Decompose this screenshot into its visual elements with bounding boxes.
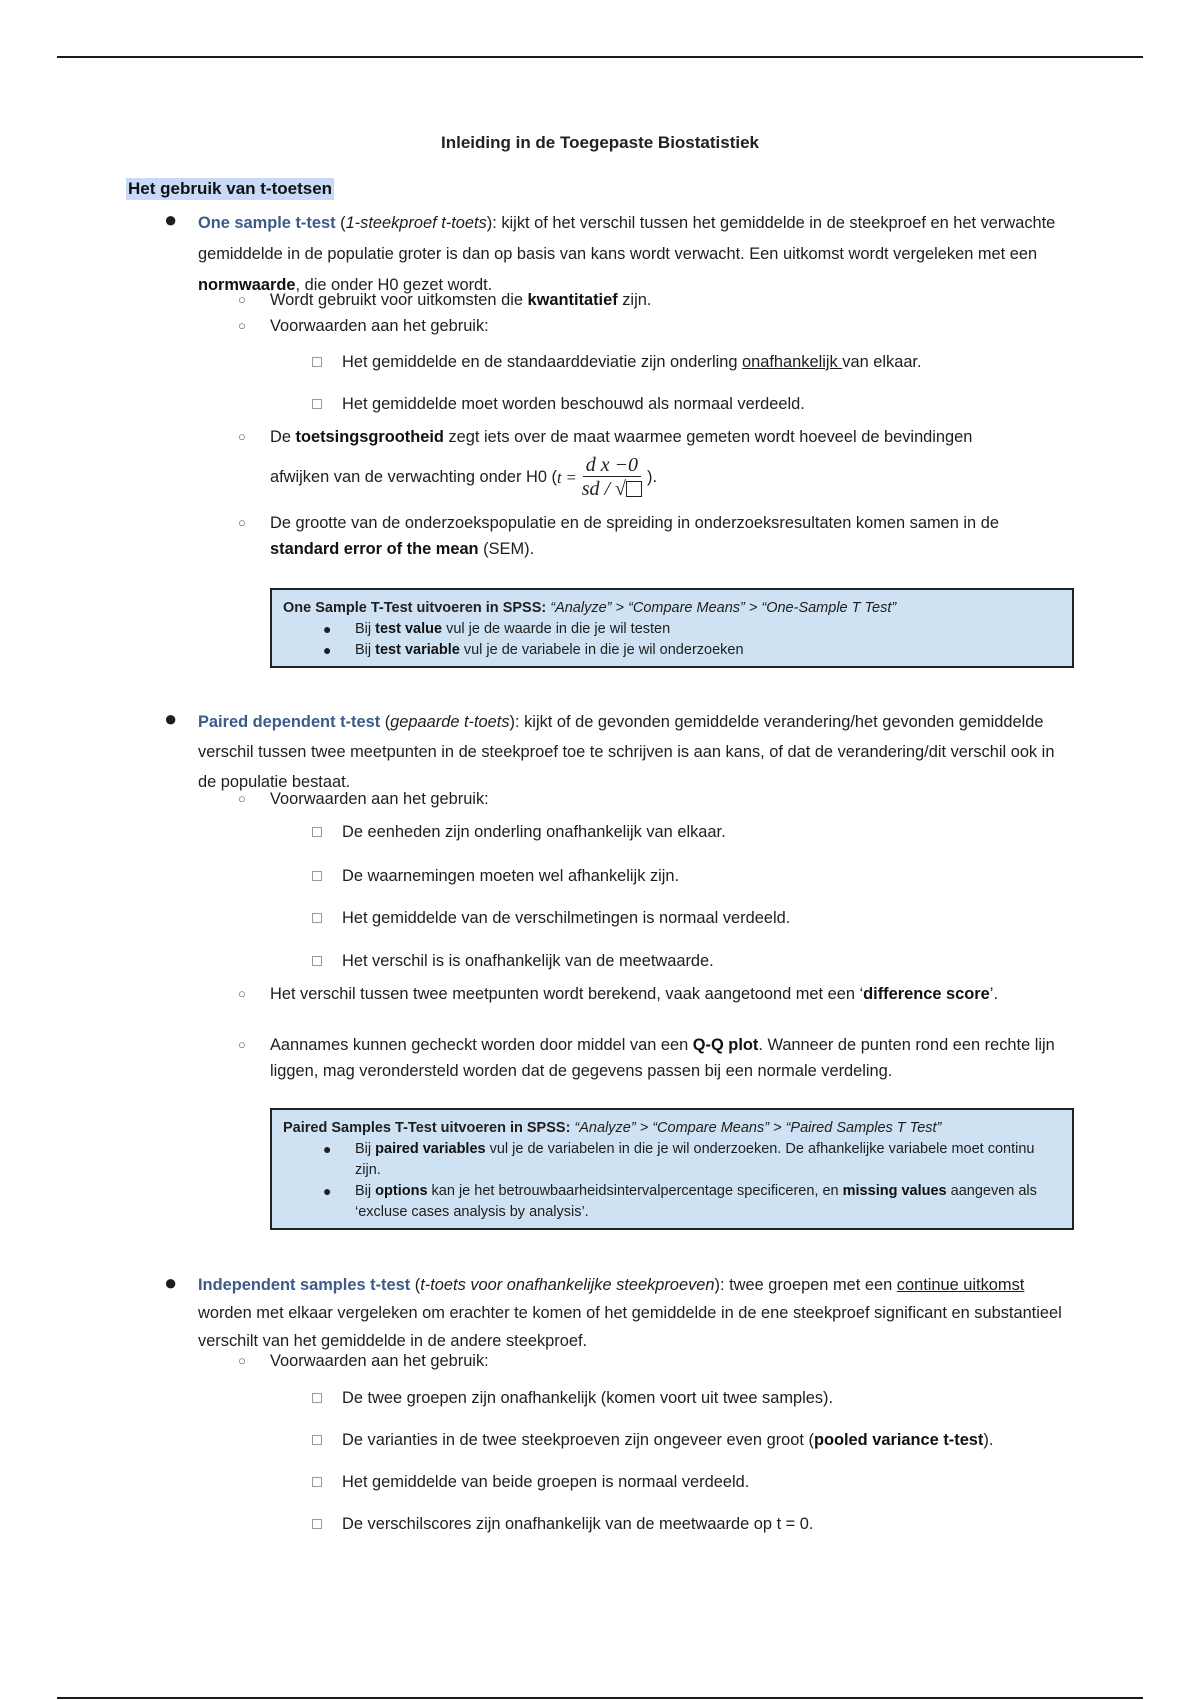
condition-item [342,392,1102,416]
sub-item [238,786,1070,812]
text: De [270,428,296,446]
sub-item [238,510,1070,562]
square-bullet-icon [312,1519,322,1529]
text: Bij [355,642,376,658]
bold-text: test variable [375,642,460,658]
paren: ( [335,214,346,232]
square-bullet-icon [312,1393,322,1403]
text: vul je de variabelen in die je wil onderzoeken. De afhankelijke variabele moet continu zijn. [355,1141,1035,1178]
square-bullet-icon [312,357,322,367]
condition-item [342,906,1102,930]
spss-box-paired [270,1108,1074,1230]
box-item [283,1139,1062,1181]
text: vul je de variabele in die je wil onderzoeken [459,642,744,658]
text: . Wanneer de punten rond een rechte lijn liggen, mag verondersteld worden dat de gegevens passen bij een normale verdeling. [270,1036,1055,1080]
bold-text: kwantitatief [527,291,618,309]
paren: ( [380,713,391,731]
text: ). [647,468,658,486]
square-bullet-icon [312,871,322,881]
box-item [283,1181,1062,1223]
bold-text: options [375,1183,428,1199]
bold-text: test value [375,621,443,637]
square-bullet-icon [312,399,322,409]
bullet-independent [164,1270,1068,1355]
bold-text: pooled variance t-test [813,1431,984,1449]
header-rule [57,56,1143,58]
square-bullet-icon [312,1435,322,1445]
condition-item [342,1428,1102,1452]
text: Aannames kunnen gecheckt worden door middel van een [270,1036,693,1054]
condition-item [342,350,1102,374]
square-bullet-icon [312,913,322,923]
condition-item [342,1386,1102,1410]
text: De varianties in de twee steekproeven zijn ongeveer even groot ( [342,1431,814,1449]
text: kan je het betrouwbaarheidsintervalpercentage specificeren, en [427,1183,843,1199]
sub-item [238,981,1070,1007]
text: De eenheden zijn onderling onafhankelijk van elkaar. [342,823,726,841]
text: Bij [355,621,376,637]
circle-bullet-icon: ○ [238,1353,246,1368]
text: Het verschil tussen twee meetpunten wordt berekend, vaak aangetoond met een ‘ [270,985,864,1003]
formula-lhs: t = [557,467,577,487]
box-item [283,640,1062,661]
bold-text: paired variables [375,1141,486,1157]
box-heading: Paired Samples T-Test uitvoeren in SPSS: [283,1120,571,1136]
circle-bullet-icon: ○ [238,515,246,530]
text: Wordt gebruikt voor uitkomsten die [270,291,528,309]
square-bullet-icon [312,956,322,966]
sub-item [238,313,1070,339]
bullet-dot-icon: ● [323,621,332,637]
text: zijn. [617,291,652,309]
underlined-text: onafhankelijk [742,353,843,371]
condition-item [342,820,1102,844]
intro-text: ): twee groepen met een [714,1276,897,1294]
section-heading: Het gebruik van t-toetsen [128,179,333,198]
bullet-dot-icon: ● [323,1183,332,1199]
text: ). [983,1431,994,1449]
bullet-dot-icon: ● [164,706,178,731]
text: Bij [355,1141,376,1157]
text: Voorwaarden aan het gebruik: [270,790,489,808]
t-formula [557,453,647,503]
bold-text: standard error of the mean [270,540,479,558]
box-heading: One Sample T-Test uitvoeren in SPSS: [283,600,547,616]
bold-text: toetsingsgrootheid [295,428,444,446]
paren: ( [410,1276,421,1294]
intro-tail: , die onder H0 gezet wordt. [295,276,493,294]
square-bullet-icon [312,827,322,837]
bullet-dot-icon: ● [164,1270,178,1295]
alt-name: gepaarde t-toets [390,713,510,731]
condition-item [342,1470,1102,1494]
text: van elkaar. [842,353,922,371]
square-bullet-icon [312,1477,322,1487]
bullet-dot-icon: ● [164,207,178,232]
circle-bullet-icon: ○ [238,1037,246,1052]
intro-text: ): kijkt of de gevonden gemiddelde verandering/het gevonden gemiddelde verschil tussen twee meetpunten in de steekproef toe te schrijven is aan kans, of dat de verandering/dit verschil ook in de populatie bestaat. [198,713,1055,791]
circle-bullet-icon: ○ [238,986,246,1001]
box-path: “Analyze” > “Compare Means” > “One-Sample T Test” [546,600,897,616]
underlined-text: continue uitkomst [896,1276,1025,1294]
text: afwijken van de verwachting onder H0 ( [270,468,557,486]
text: De verschilscores zijn onafhankelijk van de meetwaarde op t = 0. [342,1515,814,1533]
circle-bullet-icon: ○ [238,318,246,333]
circle-bullet-icon: ○ [238,429,246,444]
bullet-dot-icon: ● [323,642,332,658]
footer-rule [57,1697,1143,1699]
text: Voorwaarden aan het gebruik: [270,317,489,335]
text: Het gemiddelde van de verschilmetingen is normaal verdeeld. [342,909,791,927]
text: Het gemiddelde moet worden beschouwd als normaal verdeeld. [342,395,805,413]
bullet-dot-icon: ● [323,1141,332,1157]
text: Bij [355,1183,376,1199]
text: Het gemiddelde van beide groepen is normaal verdeeld. [342,1473,750,1491]
condition-item [342,1512,1102,1536]
text: vul je de waarde in die je wil testen [442,621,671,637]
term-one-sample: One sample t-test [198,214,336,232]
formula-denominator: sd / √ [581,478,627,501]
text: Het gemiddelde en de standaarddeviatie zijn onderling [342,353,743,371]
condition-item [342,949,1102,973]
box-path: “Analyze” > “Compare Means” > “Paired Samples T Test” [570,1120,942,1136]
formula-numerator: d x −0 [583,454,641,477]
sub-item [238,287,1070,313]
bullet-paired [164,706,1068,797]
text: (SEM). [478,540,535,558]
sub-item [238,424,1070,450]
document-title: Inleiding in de Toegepaste Biostatistiek [440,133,760,152]
circle-bullet-icon: ○ [238,292,246,307]
bold-text: Q-Q plot [692,1036,759,1054]
intro-bold: normwaarde [198,276,296,294]
formula-line [270,452,1070,503]
term-paired: Paired dependent t-test [198,713,381,731]
spss-box-one-sample [270,588,1074,668]
circle-bullet-icon: ○ [238,791,246,806]
text: Het verschil is is onafhankelijk van de meetwaarde. [342,952,714,970]
text: De waarnemingen moeten wel afhankelijk zijn. [342,867,680,885]
alt-name: 1-steekproef t-toets [345,214,487,232]
text: aangeven als ‘excluse cases analysis by analysis’. [355,1183,1037,1220]
alt-name: t-toets voor onafhankelijke steekproeven [420,1276,715,1294]
term-independent: Independent samples t-test [198,1276,411,1294]
placeholder-box-icon [626,481,642,497]
condition-item [342,864,1102,888]
text: De twee groepen zijn onafhankelijk (komen voort uit twee samples). [342,1389,834,1407]
sub-item [238,1348,1070,1374]
bold-text: missing values [842,1183,947,1199]
bold-text: difference score [863,985,990,1003]
intro-tail: worden met elkaar vergeleken om erachter te komen of het gemiddelde in de ene steekproef significant en substantieel verschilt van het gemiddelde in de andere steekproef. [198,1304,1062,1350]
text: De grootte van de onderzoekspopulatie en de spreiding in onderzoeksresultaten komen samen in de [270,514,999,532]
text: Voorwaarden aan het gebruik: [270,1352,489,1370]
sub-item [238,1032,1070,1084]
intro-text: ): kijkt of het verschil tussen het gemiddelde in de steekproef en het verwachte gemiddelde in de populatie groter is dan op basis van kans wordt verwacht. Een uitkomst wordt vergeleken met een [198,214,1056,263]
text: zegt iets over de maat waarmee gemeten wordt hoeveel de bevindingen [443,428,973,446]
text: ’. [989,985,998,1003]
box-item [283,619,1062,640]
